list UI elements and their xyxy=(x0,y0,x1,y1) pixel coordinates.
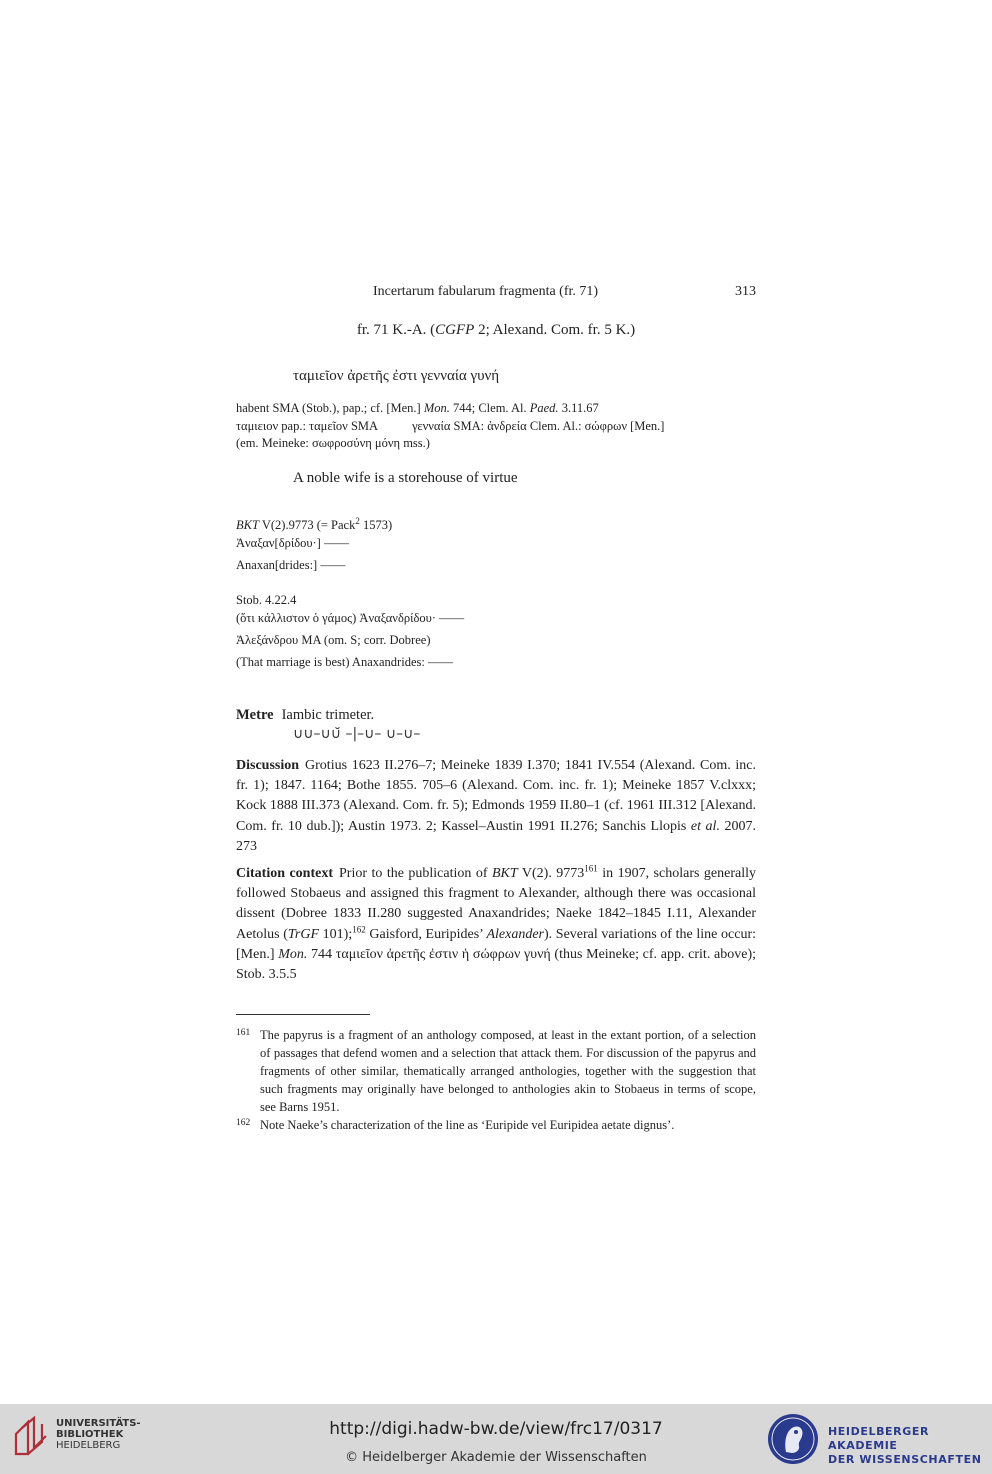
academy-line: DER WISSENSCHAFTEN xyxy=(828,1453,982,1466)
footnote-number: 161 xyxy=(236,1028,251,1038)
discussion-text: Grotius 1623 II.276–7; Meineke 1839 I.370; 1841 IV.554 (Alexand. Com. inc. fr. 1); 1847. 1164; Bothe 1855. 705–6 (Alexand. Com. inc. fr. 1); Meineke 1857 V.clxxx; Kock 1888 III.373 (Alexand. Com. fr. 5); Edmonds 1959 II.80–1 (cf. 1961 III.312 [Alexand. Com. fr. 10 dub.]); Austin 1973. 2; Kassel–Austin 1991 II.276; Sanchis Llopis xyxy=(236,758,756,834)
bkt-greek: Ἀναξαν[δρίδου·] —— xyxy=(236,536,349,550)
citation-italic: TrGF xyxy=(287,926,319,942)
citation-text: Prior to the publication of xyxy=(339,866,492,881)
apparatus-text: ταμιειον pap.: ταμεῖον SMA xyxy=(236,418,379,433)
footnotes xyxy=(236,1026,756,1134)
citation-text: in 1907, scholars generally followed Stobaeus and assigned this fragment to Alexander, although there was occasional dissent (Dobree 1833 II.280 suggested Anaxandrides; Naeke 1842–1845 I.11, Alexander Aetolus ( xyxy=(236,866,756,942)
ub-line: BIBLIOTHEK xyxy=(56,1429,124,1440)
apparatus-line-3: (em. Meineke: σωφροσύνη μόνη mss.) xyxy=(236,436,430,450)
bkt-text: V(2).9773 (= Pack xyxy=(258,518,356,532)
footnote-text: Note Naeke’s characterization of the line as ‘Euripide vel Euripidea aetate dignus’. xyxy=(260,1118,675,1132)
citation-italic: BKT xyxy=(491,866,518,881)
footnote-rule xyxy=(236,1014,370,1015)
apparatus-italic: Mon. xyxy=(423,401,450,415)
stobaeus-reference: Stob. 4.22.4 xyxy=(236,593,297,607)
ub-line: UNIVERSITÄTS- xyxy=(56,1418,141,1429)
discussion-paragraph xyxy=(236,756,756,857)
stobaeus-variant: Ἀλεξάνδρου MA (om. S; corr. Dobree) xyxy=(236,633,431,647)
discussion-text: 2007. 273 xyxy=(236,818,757,854)
apparatus-criticus xyxy=(236,400,756,453)
metre-section xyxy=(236,707,374,724)
apparatus-text: 3.11.67 xyxy=(558,401,599,415)
translation: A noble wife is a storehouse of virtue xyxy=(293,470,518,486)
footnote-161 xyxy=(236,1026,756,1116)
footer-bar xyxy=(0,1404,992,1474)
academy-line: HEIDELBERGER AKADEMIE xyxy=(828,1425,930,1452)
discussion-italic: et al. xyxy=(690,818,720,834)
apparatus-text: γενναία SMA: ἀνδρεία Clem. Al.: σώφρων [Men.] xyxy=(412,418,665,433)
bkt-reference xyxy=(236,516,464,534)
apparatus-text: habent SMA (Stob.), pap.; cf. [Men.] xyxy=(236,401,424,415)
fragment-heading xyxy=(236,322,756,339)
metre-label: Metre xyxy=(236,707,274,723)
ub-line: HEIDELBERG xyxy=(56,1440,121,1451)
citation-text: ). Several variations of the line occur: [Men.] xyxy=(236,926,757,962)
apparatus-line-1 xyxy=(236,400,756,418)
metre-text: Iambic trimeter. xyxy=(281,707,375,723)
citation-text: 744 ταμιεῖον ἀρετῆς ἐστιν ἡ σώφρων γυνή (thus Meineke; cf. app. crit. above); Stob. 3.5.5 xyxy=(236,946,756,983)
academy-seal-icon[interactable] xyxy=(766,1412,820,1466)
citation-italic: Mon. xyxy=(278,946,308,962)
academy-name xyxy=(828,1425,992,1467)
metrical-scansion: ∪∪–∪∪̆ –|–∪– ∪–∪– xyxy=(293,726,421,742)
footnote-text: The papyrus is a fragment of an anthology composed, at least in the extant portion, of a selection of passages that defend women and a selection that attack them. For discussion of the papyrus and fragments of other similar, thematically arranged anthologies, together with the suggestion that such fragments may originally have belonged to anthologies akin to Stobaeus in terms of scope, see Barns 1951. xyxy=(260,1028,756,1114)
running-head-title: Incertarum fabularum fragmenta (fr. 71) xyxy=(373,284,599,299)
citation-label: Citation context xyxy=(236,866,334,881)
footnote-ref-161[interactable]: 161 xyxy=(584,863,598,874)
apparatus-text: 744; Clem. Al. xyxy=(449,401,530,415)
copyright-notice: © Heidelberger Akademie der Wissenschaften xyxy=(345,1450,647,1465)
footnote-number: 162 xyxy=(236,1118,251,1128)
greek-fragment-text: ταμιεῖον ἀρετῆς ἐστι γενναία γυνή xyxy=(293,368,500,384)
bkt-text: 1573) xyxy=(359,518,393,532)
stobaeus-translation: (That marriage is best) Anaxandrides: —— xyxy=(236,655,453,669)
heading-italic: CGFP xyxy=(435,322,475,338)
bkt-sup: 2 xyxy=(355,515,360,526)
apparatus-line-2 xyxy=(236,418,756,436)
permalink-url[interactable]: http://digi.hadw-bw.de/view/frc17/0317 xyxy=(329,1419,663,1439)
citation-context-paragraph xyxy=(236,864,756,985)
page-number: 313 xyxy=(735,284,756,299)
citation-text: 101); xyxy=(319,926,353,942)
heading-suffix: 2; Alexand. Com. fr. 5 K.) xyxy=(474,322,636,338)
heading-prefix: fr. 71 K.-A. ( xyxy=(356,322,436,338)
stobaeus-greek: (ὅτι κάλλιστον ὁ γάμος) Ἀναξανδρίδου· —— xyxy=(236,611,465,625)
citation-italic: Alexander xyxy=(486,926,544,942)
bkt-italic: BKT xyxy=(236,518,259,532)
sources-block xyxy=(236,516,464,671)
footnote-ref-162[interactable]: 162 xyxy=(352,923,366,934)
citation-text: Gaisford, Euripides’ xyxy=(365,926,487,942)
apparatus-italic: Paed. xyxy=(529,401,559,415)
bkt-translation: Anaxan[drides:] —— xyxy=(236,558,346,572)
discussion-label: Discussion xyxy=(236,758,300,773)
citation-text: V(2). 9773 xyxy=(517,866,585,881)
footnote-162 xyxy=(236,1116,756,1134)
